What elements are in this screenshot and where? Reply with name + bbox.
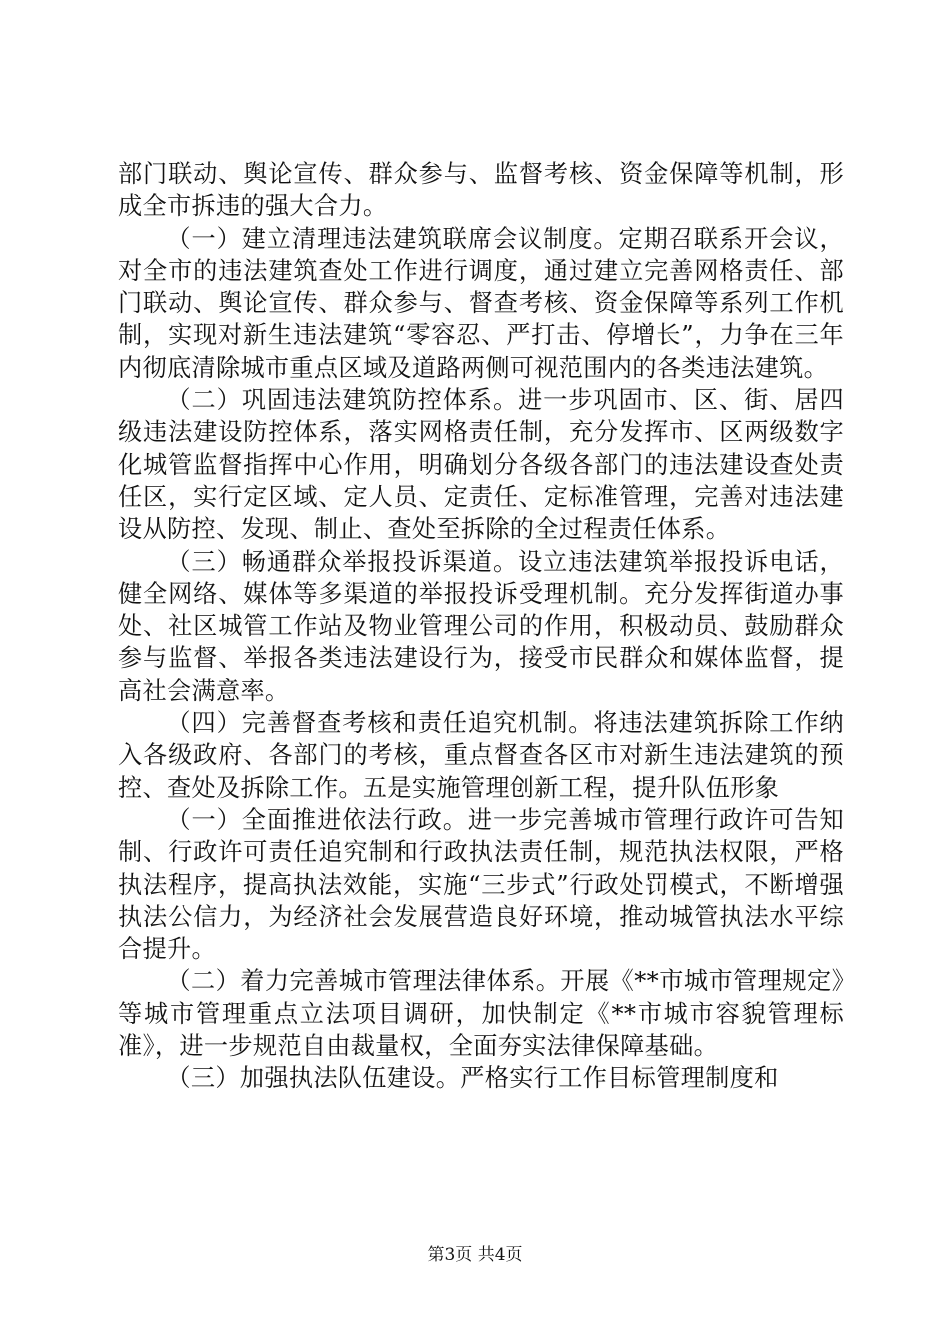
paragraph-continuation: 部门联动、舆论宣传、群众参与、监督考核、资金保障等机制，形成全市拆违的强大合力。 bbox=[118, 160, 844, 221]
paragraph-team-building: （三）加强执法队伍建设。严格实行工作目标管理制度和 bbox=[166, 1064, 779, 1093]
paragraph-public-reporting: （三）畅通群众举报投诉渠道。设立违法建筑举报投诉电话，健全网络、媒体等多渠道的举报投诉受理机制。充分发挥街道办事处、社区城管工作站及物业管理公司的作用，积极动员、鼓励群众参与监督、举报各类违法建设行为，接受市民群众和媒体监督，提高社会满意率。 bbox=[118, 547, 844, 705]
paragraph-prevention-system: （二）巩固违法建筑防控体系。进一步巩固市、区、街、居四级违法建设防控体系，落实网格责任制，充分发挥市、区两级数字化城管监督指挥中心作用，明确划分各级各部门的违法建设查处责任区，实行定区域、定人员、定责任、定标准管理，完善对违法建设从防控、发现、制止、查处至拆除的全过程责任体系。 bbox=[118, 386, 844, 544]
paragraph-supervision-accountability: （四）完善督查考核和责任追究机制。将违法建筑拆除工作纳入各级政府、各部门的考核，重点督查各区市对新生违法建筑的预控、查处及拆除工作。五是实施管理创新工程，提升队伍形象 bbox=[118, 709, 844, 802]
paragraph-joint-meeting-system: （一）建立清理违法建筑联席会议制度。定期召联系开会议，对全市的违法建筑查处工作进行调度，通过建立完善网格责任、部门联动、舆论宣传、群众参与、督查考核、资金保障等系列工作机制，实现对新生违法建筑“零容忍、严打击、停增长”，力争在三年内彻底清除城市重点区域及道路两侧可视范围内的各类违法建筑。 bbox=[118, 224, 844, 382]
page-number-footer: 第3页 共4页 bbox=[427, 1245, 523, 1265]
document-body bbox=[118, 158, 844, 1095]
paragraph-law-based-administration: （一）全面推进依法行政。进一步完善城市管理行政许可告知制、行政许可责任追究制和行政执法责任制，规范执法权限，严格执法程序，提高执法效能，实施“三步式”行政处罚模式，不断增强执法公信力，为经济社会发展营造良好环境，推动城管执法水平综合提升。 bbox=[118, 805, 844, 964]
paragraph-legal-system: （二）着力完善城市管理法律体系。开展《**市城市管理规定》等城市管理重点立法项目调研，加快制定《**市城市容貌管理标准》，进一步规范自由裁量权，全面夯实法律保障基础。 bbox=[118, 967, 844, 1061]
